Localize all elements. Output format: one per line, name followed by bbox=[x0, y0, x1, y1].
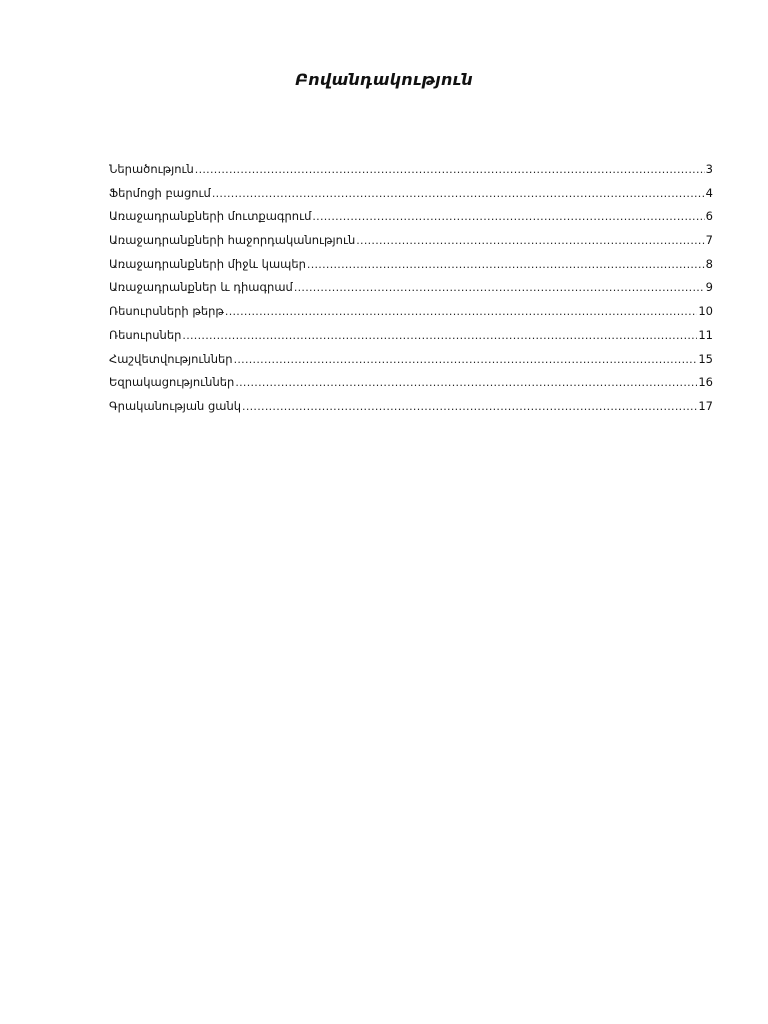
dot-leader bbox=[182, 326, 697, 346]
toc-entry-page: 16 bbox=[698, 375, 713, 390]
toc-entry-page: 7 bbox=[705, 233, 713, 248]
toc-entry[interactable] bbox=[109, 254, 713, 278]
dot-leader bbox=[307, 255, 705, 275]
toc-entry[interactable] bbox=[109, 372, 713, 396]
toc-entry-page: 10 bbox=[698, 304, 713, 319]
toc-entry[interactable] bbox=[109, 301, 713, 325]
dot-leader bbox=[294, 278, 705, 298]
toc-entry-label: Առաջադրանքների մուտքագրում bbox=[109, 209, 312, 224]
toc-entry[interactable] bbox=[109, 183, 713, 207]
dot-leader bbox=[212, 184, 705, 204]
toc-entry-page: 3 bbox=[705, 162, 713, 176]
dot-leader bbox=[356, 231, 704, 251]
toc-entry[interactable] bbox=[109, 325, 713, 349]
dot-leader bbox=[234, 350, 698, 370]
toc-entry[interactable] bbox=[109, 230, 713, 254]
toc-entry-label: Ռեսուրսների թերթ bbox=[109, 304, 224, 319]
dot-leader bbox=[312, 207, 704, 227]
toc-entry-label: Գրականության ցանկ bbox=[109, 398, 242, 413]
toc-entry-label: Առաջադրանքներ և դիագրամ bbox=[109, 280, 293, 295]
toc-title: Բովանդակություն bbox=[295, 70, 473, 89]
toc-entry-page: 9 bbox=[705, 280, 713, 295]
toc-entry-label: Ռեսուրսներ bbox=[109, 327, 182, 342]
toc-entry-page: 17 bbox=[698, 398, 713, 413]
toc-entry-page: 11 bbox=[698, 327, 713, 342]
toc-entry[interactable] bbox=[109, 206, 713, 230]
toc-entry-label: Հաշվետվություններ bbox=[109, 351, 233, 366]
toc-entry-page: 8 bbox=[705, 256, 713, 271]
dot-leader bbox=[225, 302, 697, 322]
toc-entry[interactable] bbox=[109, 396, 713, 420]
toc-entry-page: 6 bbox=[705, 209, 713, 224]
toc-entry[interactable] bbox=[109, 277, 713, 301]
toc-entry-label: Առաջադրանքների հաջորդականություն bbox=[109, 233, 356, 248]
dot-leader bbox=[235, 373, 697, 393]
toc-entry-label: Ներածություն bbox=[109, 162, 194, 176]
toc-entry-page: 15 bbox=[698, 351, 713, 366]
toc-entry-label: Առաջադրանքների միջև կապեր bbox=[109, 256, 306, 271]
toc-entry[interactable] bbox=[109, 159, 713, 183]
toc-list bbox=[109, 159, 713, 420]
dot-leader bbox=[195, 160, 705, 180]
toc-entry-label: Եզրակացություններ bbox=[109, 375, 235, 390]
toc-entry-label: Ֆերմոցի բացում bbox=[109, 185, 211, 200]
dot-leader bbox=[242, 397, 697, 417]
toc-entry[interactable] bbox=[109, 349, 713, 373]
toc-entry-page: 4 bbox=[705, 185, 713, 200]
